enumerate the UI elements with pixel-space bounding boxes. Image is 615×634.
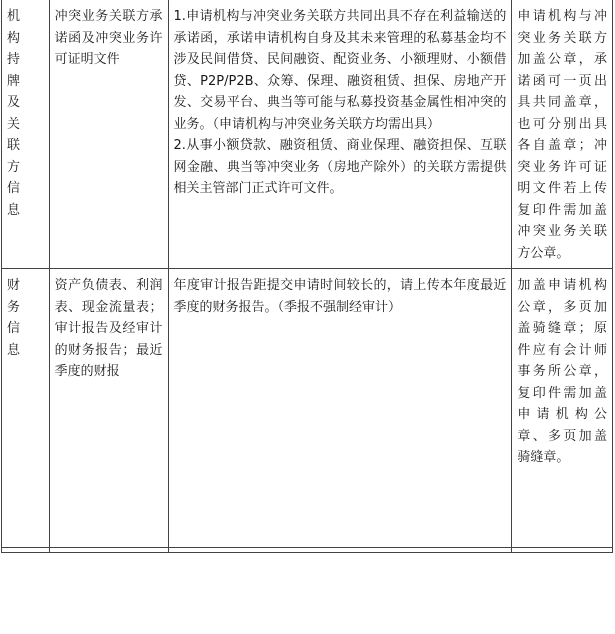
materials-cell: 资产负债表、利润表、现金流量表；审计报告及经审计的财务报告；最近季度的财报	[49, 269, 168, 548]
requirements-cell	[168, 269, 512, 548]
seal-notes-cell: 加盖申请机构公章，多页加盖骑缝章；原件应有会计师事务所公章，复印件需加盖申请机构公章、多页加盖骑缝章。	[512, 269, 613, 548]
empty-cell	[168, 548, 512, 553]
category-cell: 机构持牌及关联方信息	[2, 0, 50, 269]
empty-cell	[512, 548, 613, 553]
requirement-item: 年度审计报告距提交申请时间较长的，请上传本年度最近季度的财务报告。（季报不强制经审计）	[173, 278, 507, 315]
empty-cell	[2, 548, 50, 553]
category-cell: 财务信息	[2, 269, 50, 548]
requirement-item: 1.申请机构与冲突业务关联方共同出具不存在利益输送的承诺函，承诺申请机构自身及其未来管理的私募基金均不涉及民间借贷、民间融资、配资业务、小额理财、小额借贷、P2P/P2B、众筹、保理、融资租赁、担保、房地产开发、交易平台、典当等可能与私募投资基金属性相冲突的业务。（申请机构与冲突业务关联方均需出具）	[173, 9, 507, 132]
table-row	[2, 0, 613, 269]
requirements-table	[1, 0, 613, 553]
seal-notes-cell: 申请机构与冲突业务关联方加盖公章，承诺函可一页出具共同盖章，也可分别出具各自盖章；冲突业务许可证明文件若上传复印件需加盖冲突业务关联方公章。	[512, 0, 613, 269]
requirements-cell	[168, 0, 512, 269]
empty-cell	[49, 548, 168, 553]
materials-cell: 冲突业务关联方承诺函及冲突业务许可证明文件	[49, 0, 168, 269]
table-row	[2, 548, 613, 553]
table-row	[2, 269, 613, 548]
requirement-item: 2.从事小额贷款、融资租赁、商业保理、融资担保、互联网金融、典当等冲突业务（房地产除外）的关联方需提供相关主管部门正式许可文件。	[173, 138, 507, 196]
